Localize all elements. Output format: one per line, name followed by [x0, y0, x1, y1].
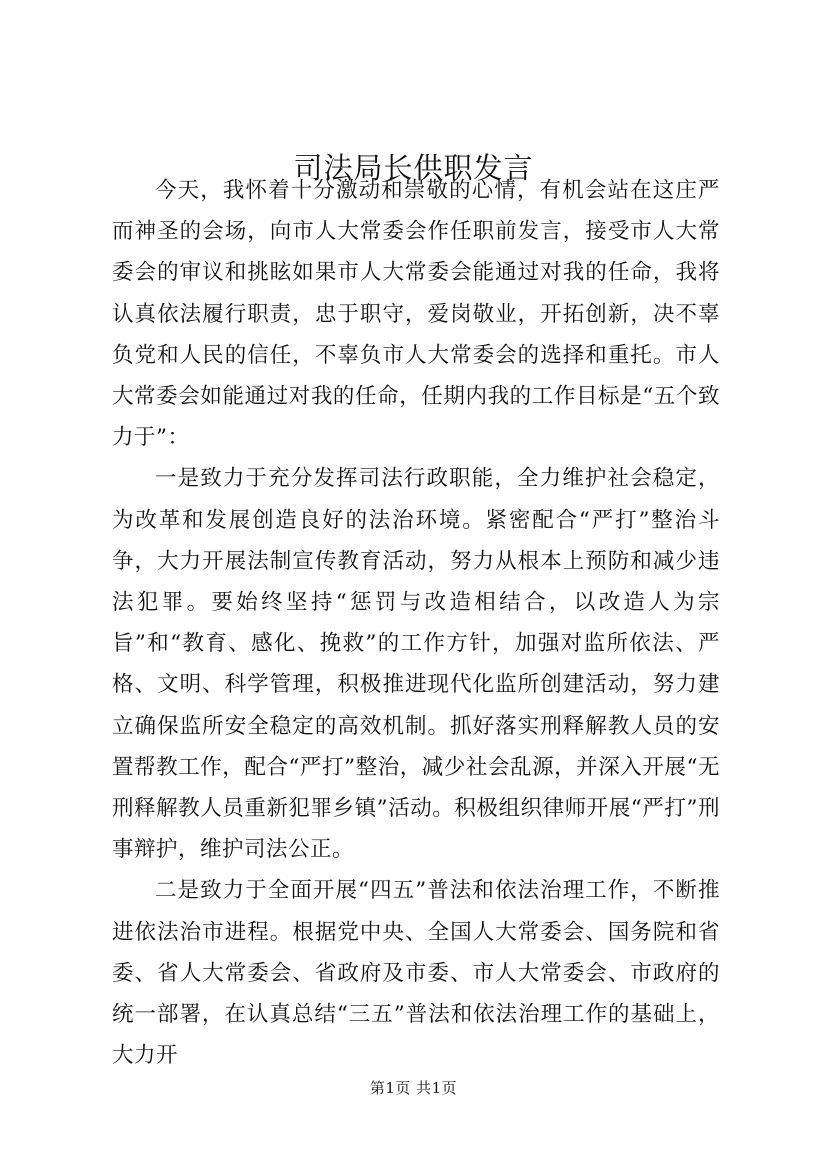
- page-footer: 第1页 共1页: [369, 1079, 458, 1097]
- document-body: [112, 170, 720, 1076]
- paragraph-goal-one: 一是致力于充分发挥司法行政职能，全力维护社会稳定，为改革和发展创造良好的法治环境。紧密配合“严打”整治斗争，大力开展法制宣传教育活动，努力从根本上预防和减少违法犯罪。要始终坚持“惩罚与改造相结合，以改造人为宗旨”和“教育、感化、挽救”的工作方针，加强对监所依法、严格、文明、科学管理，积极推进现代化监所创建活动，努力建立确保监所安全稳定的高效机制。抓好落实刑释解教人员的安置帮教工作，配合“严打”整治，减少社会乱源，并深入开展“无刑释解教人员重新犯罪乡镇”活动。积极组织律师开展“严打”刑事辩护，维护司法公正。: [112, 466, 720, 863]
- paragraph-intro: 今天，我怀着十分激动和崇敬的心情，有机会站在这庄严而神圣的会场，向市人大常委会作任职前发言，接受市人大常委会的审议和挑眩如果市人大常委会能通过对我的任命，我将认真依法履行职责，忠于职守，爱岗敬业，开拓创新，决不辜负党和人民的信任，不辜负市人大常委会的选择和重托。市人大常委会如能通过对我的任命，任期内我的工作目标是“五个致力于”：: [112, 178, 720, 451]
- paragraph-goal-two: 二是致力于全面开展“四五”普法和依法治理工作，不断推进依法治市进程。根据党中央、全国人大常委会、国务院和省委、省人大常委会、省政府及市委、市人大常委会、市政府的统一部署，在认真总结“三五”普法和依法治理工作的基础上，大力开: [112, 878, 720, 1069]
- document-title: 司法局长供职发言: [293, 151, 534, 185]
